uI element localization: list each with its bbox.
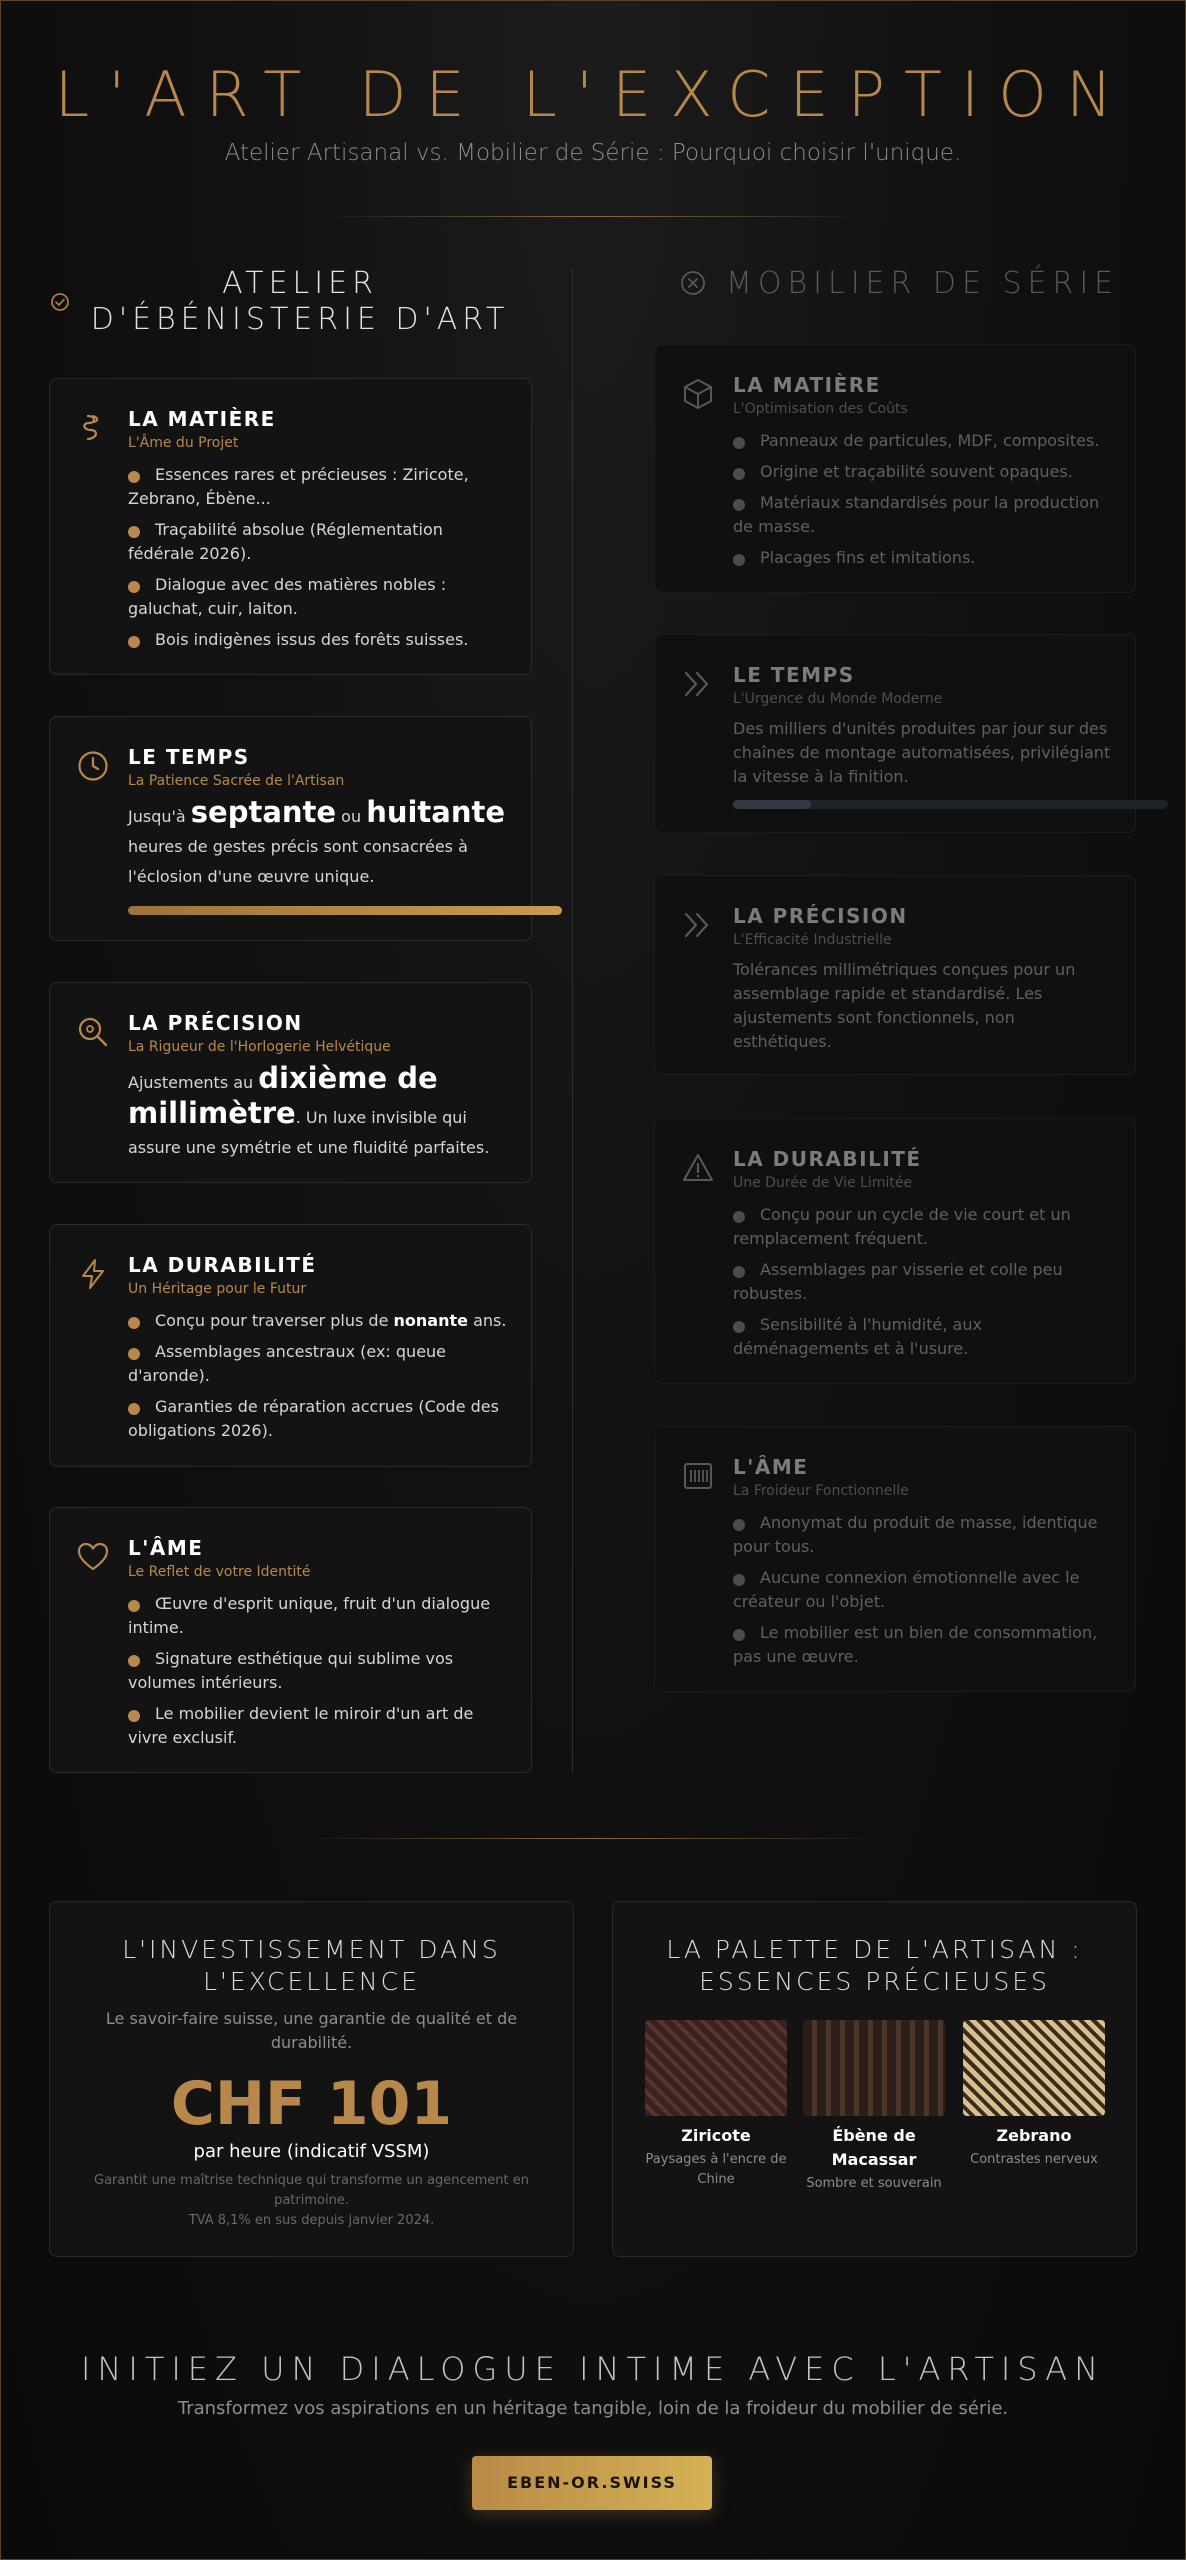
- price-unit: par heure (indicatif VSSM): [193, 2141, 430, 2162]
- text-fragment: . Un luxe invisible qui assure une symétrie et une fluidité parfaites.: [128, 1108, 490, 1157]
- card-subtitle: La Froideur Fonctionnelle: [733, 1483, 909, 1499]
- warning-icon: [681, 1151, 715, 1185]
- card-title: LE TEMPS: [128, 745, 250, 769]
- list-item: Origine et traçabilité souvent opaques.: [733, 460, 1115, 484]
- list-item: Garanties de réparation accrues (Code des obligations 2026).: [128, 1395, 511, 1443]
- card-subtitle: L'Optimisation des Coûts: [733, 401, 908, 417]
- investment-subtitle: Le savoir-faire suisse, une garantie de qualité et de durabilité.: [105, 2009, 518, 2052]
- card-atelier-ame: [49, 1507, 532, 1773]
- wood-grain-icon: [76, 411, 110, 445]
- card-atelier-precision: [49, 982, 532, 1183]
- card-serie-ame: [654, 1426, 1136, 1692]
- wood-description: Sombre et souverain: [806, 2176, 942, 2191]
- text-fragment: Conçu pour traverser plus de: [155, 1311, 394, 1330]
- swatch-zebrano: [963, 2020, 1105, 2116]
- box-icon: [681, 377, 715, 411]
- card-title: LA MATIÈRE: [128, 407, 276, 431]
- card-subtitle: L'Efficacité Industrielle: [733, 932, 892, 948]
- list-item: Matériaux standardisés pour la production de masse.: [733, 491, 1115, 539]
- card-title: LA MATIÈRE: [733, 373, 881, 397]
- card-serie-durabilite: [654, 1118, 1136, 1384]
- card-subtitle: La Patience Sacrée de l'Artisan: [128, 773, 345, 789]
- list-item: Le mobilier est un bien de consommation, pas une œuvre.: [733, 1621, 1115, 1669]
- wood-name: Zebrano: [996, 2126, 1072, 2145]
- card-subtitle: Un Héritage pour le Futur: [128, 1281, 307, 1297]
- list-item: Bois indigènes issus des forêts suisses.: [128, 628, 511, 652]
- time-progress-bar: [128, 906, 562, 915]
- card-title: LA PRÉCISION: [733, 904, 908, 928]
- note-line: Garantit une maîtrise technique qui transforme un agencement en patrimoine.: [94, 2173, 529, 2208]
- column-heading-serie: MOBILIER DE SÉRIE: [726, 266, 1120, 301]
- clock-icon: [76, 749, 110, 783]
- card-serie-precision: [654, 875, 1136, 1075]
- page-title: L'ART DE L'EXCEPTION: [54, 58, 1132, 131]
- section-divider: [300, 1838, 886, 1839]
- card-title: L'ÂME: [128, 1536, 204, 1560]
- list-item: Aucune connexion émotionnelle avec le créateur ou l'objet.: [733, 1566, 1115, 1614]
- price-note: [80, 2171, 543, 2231]
- list-item: Assemblages par visserie et colle peu robustes.: [733, 1258, 1115, 1306]
- fast-forward-icon: [681, 908, 715, 942]
- fast-forward-icon: [681, 667, 715, 701]
- text-fragment: Ajustements au: [128, 1073, 259, 1092]
- note-line: TVA 8,1% en sus depuis janvier 2024.: [188, 2213, 435, 2228]
- list-item: Traçabilité absolue (Réglementation fédérale 2026).: [128, 518, 511, 566]
- card-list: [128, 463, 511, 659]
- cta-subtitle: Transformez vos aspirations en un héritage tangible, loin de la froideur du mobilier de série.: [177, 2398, 1009, 2419]
- card-subtitle: L'Urgence du Monde Moderne: [733, 691, 943, 707]
- title-line: L'EXCELLENCE: [203, 1967, 420, 1996]
- wood-name: Ziricote: [681, 2126, 751, 2145]
- list-item: Dialogue avec des matières nobles : galuchat, cuir, laiton.: [128, 573, 511, 621]
- card-text: [128, 797, 509, 892]
- list-item: Signature esthétique qui sublime vos volumes intérieurs.: [128, 1647, 511, 1695]
- list-item: Assemblages ancestraux (ex: queue d'aronde).: [128, 1340, 511, 1388]
- investment-title: [50, 1934, 573, 1998]
- card-text: Tolérances millimétriques conçues pour un assemblage rapide et standardisé. Les ajustements sont fonctionnels, non esthétiques.: [733, 960, 1076, 1051]
- card-title: L'ÂME: [733, 1455, 809, 1479]
- emphasis-text: nonante: [393, 1311, 468, 1330]
- list-item: Œuvre d'esprit unique, fruit d'un dialogue intime.: [128, 1592, 511, 1640]
- page-subtitle: Atelier Artisanal vs. Mobilier de Série : Pourquoi choisir l'unique.: [224, 140, 962, 166]
- title-line: LA PALETTE DE L'ARTISAN :: [666, 1935, 1083, 1964]
- text-fragment: ans.: [467, 1311, 507, 1330]
- card-text: Des milliers d'unités produites par jour sur des chaînes de montage automatisées, privilégiant la vitesse à la finition.: [733, 719, 1111, 786]
- list-item: Le mobilier devient le miroir d'un art de vivre exclusif.: [128, 1702, 511, 1750]
- list-item: [128, 1309, 511, 1333]
- card-text: [128, 1063, 509, 1163]
- text-fragment: ou: [336, 807, 367, 826]
- card-title: LE TEMPS: [733, 663, 855, 687]
- column-heading-atelier: [40, 266, 560, 338]
- card-title: LA DURABILITÉ: [128, 1253, 317, 1277]
- swatch-ziricote: [645, 2020, 787, 2116]
- list-item: Placages fins et imitations.: [733, 546, 1115, 570]
- emphasis-text: huitante: [366, 795, 506, 829]
- card-serie-matiere: [654, 344, 1136, 593]
- card-subtitle: La Rigueur de l'Horlogerie Helvétique: [128, 1039, 391, 1055]
- title-line: ESSENCES PRÉCIEUSES: [699, 1967, 1050, 1996]
- palette-title: [613, 1934, 1136, 1998]
- card-subtitle: Le Reflet de votre Identité: [128, 1564, 311, 1580]
- wood-name: Ébène de Macassar: [831, 2126, 917, 2169]
- emphasis-text: dixième de millimètre: [128, 1061, 438, 1130]
- list-item: Sensibilité à l'humidité, aux déménagements et à l'usure.: [733, 1313, 1115, 1361]
- card-list: [733, 1511, 1115, 1676]
- wood-description: Paysages à l'encre de Chine: [645, 2152, 787, 2187]
- swatch-ebene-macassar: [803, 2020, 945, 2116]
- x-circle-icon: [680, 270, 706, 296]
- heart-icon: [76, 1540, 110, 1574]
- list-item: Essences rares et précieuses : Ziricote, Zebrano, Ébène...: [128, 463, 511, 511]
- text-fragment: Jusqu'à: [128, 807, 191, 826]
- contact-website-button[interactable]: EBEN-OR.SWISS: [472, 2456, 712, 2510]
- card-atelier-durabilite: [49, 1224, 532, 1467]
- hourly-price: CHF 101: [170, 2069, 453, 2139]
- list-item: Conçu pour un cycle de vie court et un remplacement fréquent.: [733, 1203, 1115, 1251]
- title-line: L'INVESTISSEMENT DANS: [122, 1935, 501, 1964]
- time-progress-fill: [733, 800, 811, 809]
- card-title: LA PRÉCISION: [128, 1011, 303, 1035]
- card-title: LA DURABILITÉ: [733, 1147, 922, 1171]
- magnifier-icon: [76, 1015, 110, 1049]
- list-item: Anonymat du produit de masse, identique pour tous.: [733, 1511, 1115, 1559]
- investment-card: [49, 1901, 574, 2257]
- header-divider: [320, 216, 866, 217]
- text-fragment: heures de gestes précis sont consacrées à l'éclosion d'une œuvre unique.: [128, 837, 468, 886]
- column-heading-line: D'ÉBÉNISTERIE D'ART: [90, 302, 510, 337]
- card-list: [128, 1309, 511, 1450]
- palette-card: [612, 1901, 1137, 2257]
- card-list: [733, 429, 1115, 577]
- emphasis-text: septante: [190, 795, 337, 829]
- column-divider: [572, 268, 573, 1773]
- card-subtitle: L'Âme du Projet: [128, 435, 239, 451]
- barcode-icon: [681, 1459, 715, 1493]
- column-heading-line: ATELIER: [222, 266, 378, 301]
- card-list: [128, 1592, 511, 1757]
- wood-description: Contrastes nerveux: [970, 2152, 1098, 2167]
- card-atelier-matiere: [49, 378, 532, 675]
- card-list: [733, 1203, 1115, 1368]
- list-item: Panneaux de particules, MDF, composites.: [733, 429, 1115, 453]
- card-subtitle: Une Durée de Vie Limitée: [733, 1175, 913, 1191]
- lightning-icon: [76, 1257, 110, 1291]
- cta-title: INITIEZ UN DIALOGUE INTIME AVEC L'ARTISAN: [80, 2350, 1106, 2388]
